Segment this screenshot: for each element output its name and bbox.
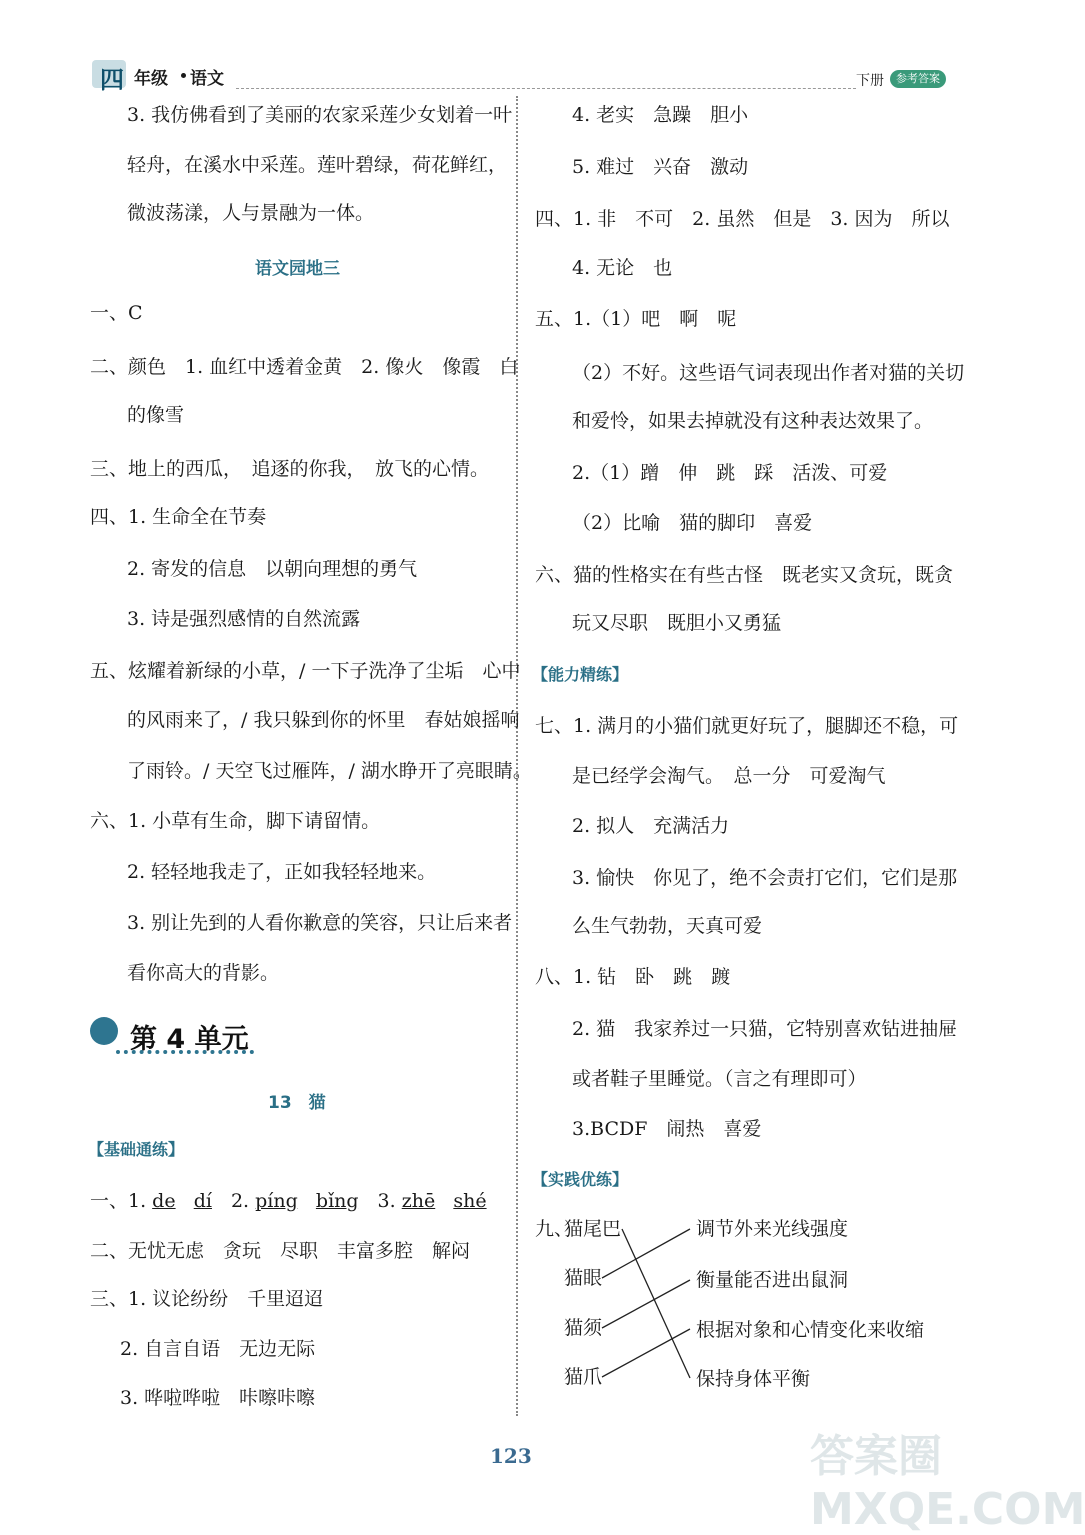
answer-line: 五、炫耀着新绿的小草，/ 一下子洗净了尘垢 心中 [90, 660, 521, 682]
match-left-item: 猫尾巴 [564, 1218, 622, 1240]
section-tag: 【能力精练】 [532, 665, 629, 684]
volume-label: 下册 [856, 73, 884, 89]
answer-line: 2. 猫 我家养过一只猫，它特别喜欢钻进抽屉 [572, 1018, 958, 1040]
answer-line: 3. 我仿佛看到了美丽的农家采莲少女划着一叶 [127, 104, 513, 126]
answer-line: 和爱怜，如果去掉就没有这种表达效果了。 [572, 410, 934, 432]
answer-line: 看你高大的背影。 [127, 962, 280, 984]
answer-line: 微波荡漾，人与景融为一体。 [127, 202, 375, 224]
answer-line: 七、1. 满月的小猫们就更好玩了，腿脚还不稳，可 [535, 715, 959, 737]
answer-line: 四、1. 生命全在节奏 [90, 506, 267, 528]
answer-line: 四、1. 非 不可 2. 虽然 但是 3. 因为 所以 [535, 208, 950, 230]
answer-line: 3.BCDF 闹热 喜爱 [572, 1118, 762, 1140]
answer-line: 一、C [90, 302, 143, 324]
answer-line: 二、无忧无虑 贪玩 尽职 丰富多腔 解闷 [90, 1240, 471, 1262]
answer-line: 4. 老实 急躁 胆小 [572, 104, 749, 126]
answer-line: 了雨铃。/ 天空飞过雁阵，/ 湖水睁开了亮眼睛。 [127, 760, 532, 782]
answer-line: 或者鞋子里睡觉。（言之有理即可） [572, 1068, 867, 1090]
answer-line: 的风雨来了，/ 我只躲到你的怀里 春姑娘摇响 [127, 709, 520, 731]
match-right-item: 衡量能否进出鼠洞 [696, 1269, 849, 1291]
match-line [622, 1229, 690, 1378]
answer-line: 3. 诗是强烈感情的自然流露 [127, 608, 361, 630]
match-line [602, 1280, 690, 1328]
page-number: 123 [490, 1444, 532, 1468]
answer-line: 六、1. 小草有生命，脚下请留情。 [90, 810, 381, 832]
answer-line: 五、1.（1）吧 啊 呢 [535, 308, 737, 330]
answer-line: 么生气勃勃，天真可爱 [572, 915, 763, 937]
section-tag: 【实践优练】 [532, 1170, 629, 1189]
answer-line: 2.（1）蹭 伸 跳 踩 活泼、可爱 [572, 462, 888, 484]
answer-line: 三、1. 议论纷纷 千里迢迢 [90, 1288, 324, 1310]
answer-line: 3. 哗啦哗啦 咔嚓咔嚓 [120, 1387, 316, 1409]
lesson-title: 13 猫 [268, 1093, 326, 1113]
answer-line: （2）不好。这些语气词表现出作者对猫的关切 [572, 362, 965, 384]
answer-line: 3. 愉快 你见了，绝不会责打它们，它们是那 [572, 867, 958, 889]
match-line [602, 1229, 690, 1278]
match-right-item: 保持身体平衡 [696, 1368, 811, 1390]
match-prefix: 九、 [535, 1218, 574, 1240]
answer-line: 的像雪 [127, 404, 185, 426]
answer-line: 2. 寄发的信息 以朝向理想的勇气 [127, 558, 418, 580]
answer-badge: 参考答案 [890, 70, 946, 88]
match-left-item: 猫眼 [564, 1267, 603, 1289]
grade-number: 四 [100, 66, 124, 94]
unit-title: 第 4 单元 [130, 1024, 249, 1055]
section-tag: 【基础通练】 [88, 1140, 185, 1159]
match-right-item: 调节外来光线强度 [696, 1218, 849, 1240]
subject-label: 语文 [190, 69, 224, 89]
answer-line: 4. 无论 也 [572, 257, 673, 279]
answer-line: 3. 别让先到的人看你歉意的笑容，只让后来者 [127, 912, 513, 934]
grade-label: 年级 [134, 69, 168, 89]
answer-line: 2. 拟人 充满活力 [572, 815, 730, 837]
answer-line: 二、颜色 1. 血红中透着金黄 2. 像火 像霞 白 [90, 356, 519, 378]
answer-line: 玩又尽职 既胆小又勇猛 [572, 612, 782, 634]
answer-line: 5. 难过 兴奋 激动 [572, 156, 749, 178]
answer-line: 八、1. 钻 卧 跳 踱 [535, 966, 731, 988]
answer-line: 六、猫的性格实在有些古怪 既老实又贪玩，既贪 [535, 564, 954, 586]
answer-line: 是已经学会淘气。 总一分 可爱淘气 [572, 765, 886, 787]
answer-line: 2. 轻轻地我走了，正如我轻轻地来。 [127, 861, 437, 883]
answer-line: 轻舟，在溪水中采莲。莲叶碧绿，荷花鲜红， [127, 154, 508, 176]
match-left-item: 猫须 [564, 1317, 603, 1339]
answer-line: （2）比喻 猫的脚印 喜爱 [572, 512, 813, 534]
answer-line: 三、地上的西瓜， 追逐的你我， 放飞的心情。 [90, 458, 490, 480]
pinyin-answer: 一、1. de dí 2. píng bǐng 3. zhē shé [90, 1190, 487, 1212]
watermark: 答案圈 MXQE.COM [810, 1431, 1085, 1535]
match-right-item: 根据对象和心情变化来收缩 [696, 1319, 925, 1341]
section-title: 语文园地三 [255, 259, 340, 279]
match-line [602, 1329, 690, 1377]
match-left-item: 猫爪 [564, 1366, 603, 1388]
answer-line: 2. 自言自语 无边无际 [120, 1338, 316, 1360]
